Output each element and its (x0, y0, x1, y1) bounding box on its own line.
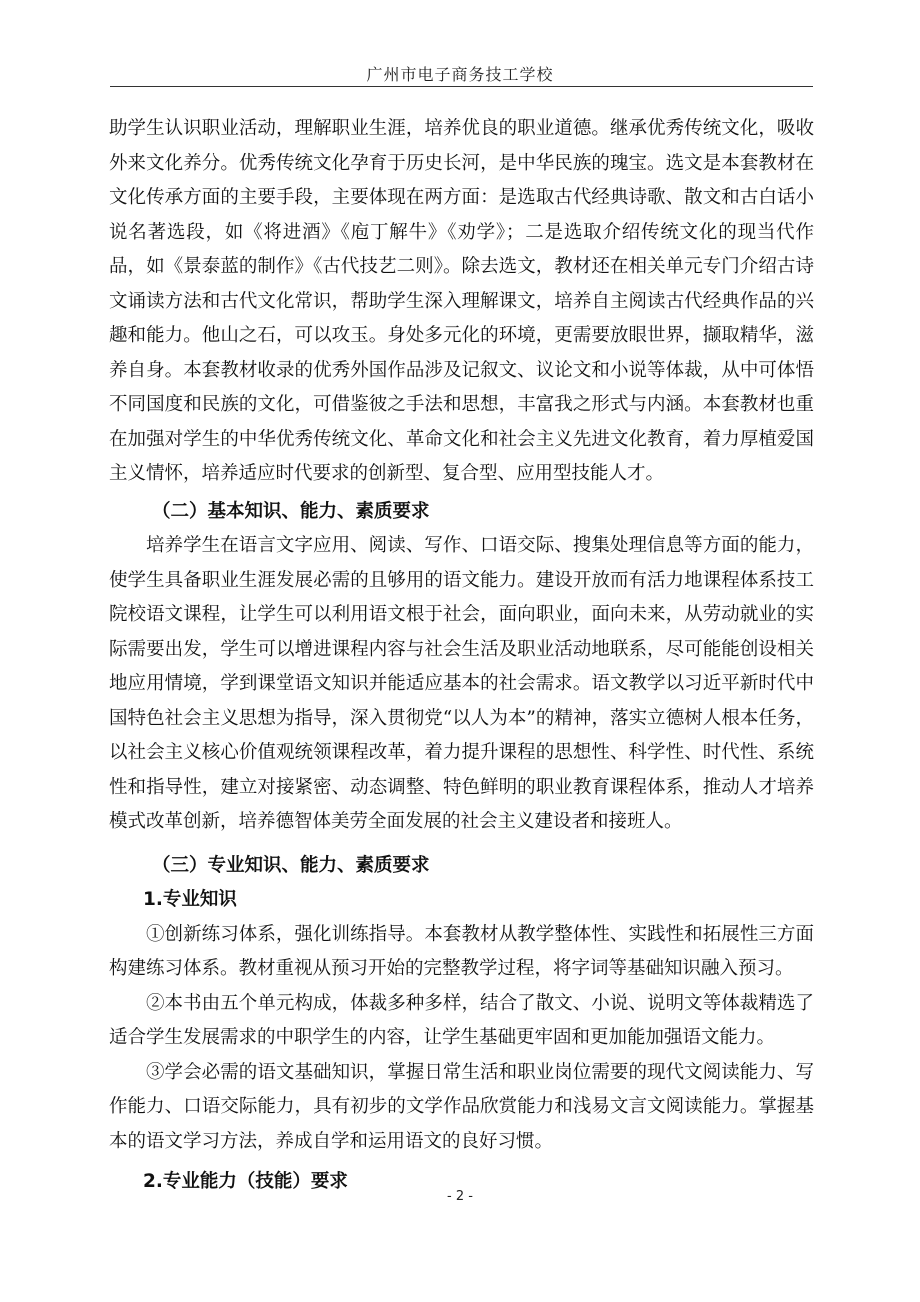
subheading-professional-knowledge: 1.专业知识 (143, 889, 237, 910)
header-divider (110, 86, 813, 87)
document-body (109, 112, 814, 1200)
section-heading-basic-requirements: （二）基本知识、能力、素质要求 (152, 500, 430, 522)
subheading-professional-ability: 2.专业能力（技能）要求 (143, 1171, 348, 1192)
paragraph-culture: 助学生认识职业活动，理解职业生涯，培养优良的职业道德。继承优秀传统文化，吸收外来文化养分。优秀传统文化孕育于历史长河，是中华民族的瑰宝。选文是本套教材在文化传承方面的主要手段，主要体现在两方面：是选取古代经典诗歌、散文和古白话小说名著选段，如《将进酒》《庖丁解牛》《劝学》；二是选取介绍传统文化的现当代作品，如《景泰蓝的制作》《古代技艺二则》。除去选文，教材还在相关单元专门介绍古诗文诵读方法和古代文化常识，帮助学生深入理解课文，培养自主阅读古代经典作品的兴趣和能力。他山之石，可以攻玉。身处多元化的环境，更需要放眼世界，撷取精华，滋养自身。本套教材收录的优秀外国作品涉及记叙文、议论文和小说等体裁，从中可体悟不同国度和民族的文化，可借鉴彼之手法和思想，丰富我之形式与内涵。本套教材也重在加强对学生的中华优秀传统文化、革命文化和社会主义先进文化教育，着力厚植爱国主义情怀，培养适应时代要求的创新型、复合型、应用型技能人才。 (109, 118, 814, 484)
page-number: - 2 - (447, 1189, 473, 1204)
list-item-3: ③学会必需的语文基础知识，掌握日常生活和职业岗位需要的现代文阅读能力、写作能力、口语交际能力，具有初步的文学作品欣赏能力和浅易文言文阅读能力。掌握基本的语文学习方法，养成自学和运用语文的良好习惯。 (109, 1061, 814, 1152)
section-heading-professional-requirements: （三）专业知识、能力、素质要求 (152, 854, 430, 876)
list-item-1: ①创新练习体系，强化训练指导。本套教材从教学整体性、实践性和拓展性三方面构建练习体系。教材重视从预习开始的完整教学过程，将字词等基础知识融入预习。 (109, 923, 814, 979)
paragraph-basic-requirements: 培养学生在语言文字应用、阅读、写作、口语交际、搜集处理信息等方面的能力，使学生具备职业生涯发展必需的且够用的语文能力。建设开放而有活力地课程体系技工院校语文课程，让学生可以利用语文根于社会，面向职业，面向未来，从劳动就业的实际需要出发，学生可以增进课程内容与社会生活及职业活动地联系，尽可能能创设相关地应用情境，学到课堂语文知识并能适应基本的社会需求。语文教学以习近平新时代中国特色社会主义思想为指导，深入贯彻党“以人为本”的精神，落实立德树人根本任务，以社会主义核心价值观统领课程改革，着力提升课程的思想性、科学性、时代性、系统性和指导性，建立对接紧密、动态调整、特色鲜明的职业教育课程体系，推动人才培养模式改革创新，培养德智体美劳全面发展的社会主义建设者和接班人。 (109, 535, 814, 832)
list-item-2: ②本书由五个单元构成，体裁多种多样，结合了散文、小说、说明文等体裁精选了适合学生发展需求的中职学生的内容，让学生基础更牢固和更加能加强语文能力。 (109, 992, 814, 1048)
page-header-title: 广州市电子商务技工学校 (366, 65, 554, 84)
